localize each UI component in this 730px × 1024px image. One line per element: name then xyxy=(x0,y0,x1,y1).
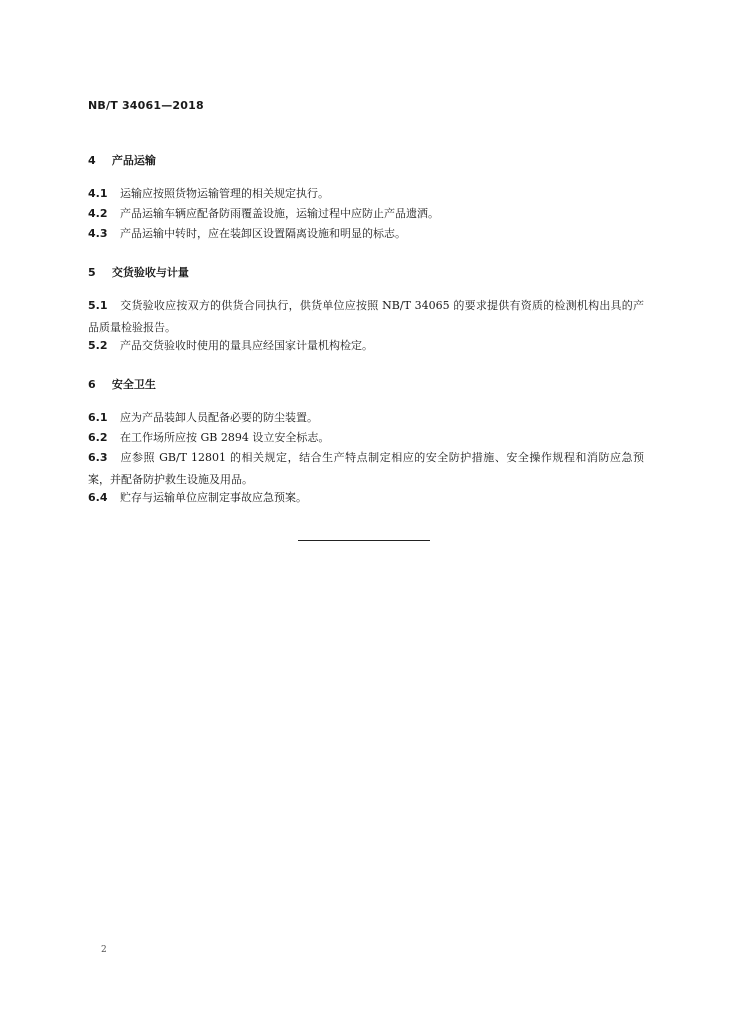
section-title: 安全卫生 xyxy=(111,378,156,391)
clause-text: 贮存与运输单位应制定事故应急预案。 xyxy=(120,491,307,504)
clause-6-1 xyxy=(88,407,644,429)
section-heading-4 xyxy=(88,152,156,168)
clause-4-2 xyxy=(88,203,644,225)
clause-5-1 xyxy=(88,295,644,339)
clause-text: 运输应按照货物运输管理的相关规定执行。 xyxy=(120,187,329,200)
clause-number: 4.2 xyxy=(88,207,108,220)
clause-text: 在工作场所应按 GB 2894 设立安全标志。 xyxy=(120,431,330,444)
section-heading-5 xyxy=(88,264,189,280)
clause-number: 6.3 xyxy=(88,451,108,464)
clause-text: 产品运输中转时，应在装卸区设置隔离设施和明显的标志。 xyxy=(120,227,406,240)
clause-number: 4.1 xyxy=(88,187,108,200)
clause-text: 应为产品装卸人员配备必要的防尘装置。 xyxy=(120,411,318,424)
clause-number: 5.2 xyxy=(88,339,108,352)
section-number: 6 xyxy=(88,378,96,391)
clause-4-3 xyxy=(88,223,644,245)
clause-4-1 xyxy=(88,183,644,205)
clause-number: 6.2 xyxy=(88,431,108,444)
section-heading-6 xyxy=(88,376,156,392)
section-number: 5 xyxy=(88,266,96,279)
clause-text: 产品交货验收时使用的量具应经国家计量机构检定。 xyxy=(120,339,373,352)
clause-number: 6.4 xyxy=(88,491,108,504)
end-of-text-rule xyxy=(298,540,430,541)
section-title: 交货验收与计量 xyxy=(111,266,189,279)
clause-text: 产品运输车辆应配备防雨覆盖设施，运输过程中应防止产品遗洒。 xyxy=(120,207,439,220)
clause-text: 交货验收应按双方的供货合同执行，供货单位应按照 NB/T 34065 的要求提供有资质的检测机构出具的产品质量检验报告。 xyxy=(88,299,644,334)
clause-number: 5.1 xyxy=(88,299,108,312)
clause-6-2 xyxy=(88,427,644,449)
clause-5-2 xyxy=(88,335,644,357)
clause-number: 6.1 xyxy=(88,411,108,424)
standard-code: NB/T 34061—2018 xyxy=(88,99,204,112)
section-number: 4 xyxy=(88,154,96,167)
clause-6-4 xyxy=(88,487,644,509)
clause-number: 4.3 xyxy=(88,227,108,240)
clause-6-3 xyxy=(88,447,644,491)
section-title: 产品运输 xyxy=(111,154,156,167)
page-number: 2 xyxy=(101,945,107,955)
clause-text: 应参照 GB/T 12801 的相关规定，结合生产特点制定相应的安全防护措施、安全操作规程和消防应急预案，并配备防护救生设施及用品。 xyxy=(88,451,644,486)
